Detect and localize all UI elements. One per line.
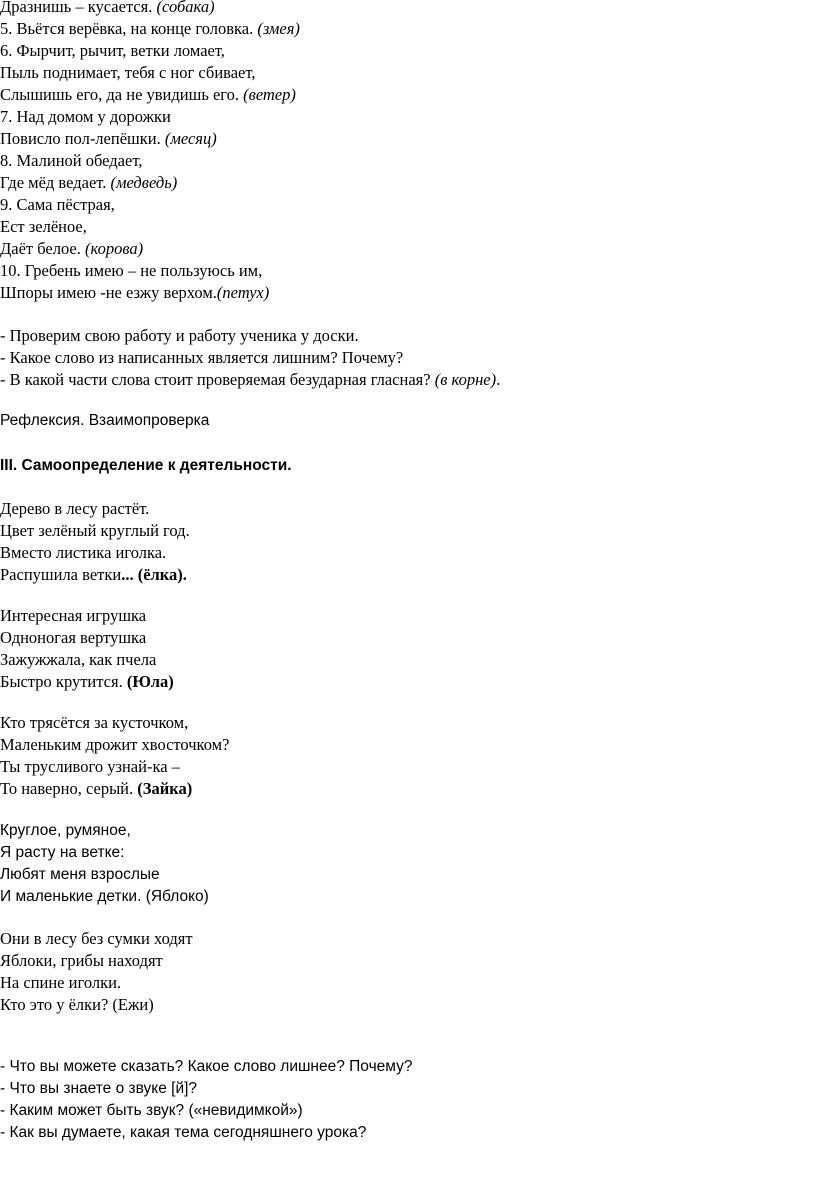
reflection-label: Рефлексия. Взаимопроверка [0, 412, 210, 429]
riddle-line: Ты трусливого узнай-ка – [0, 757, 180, 776]
riddle-line: 10. Гребень имею – не пользуюсь им, [0, 261, 263, 280]
question-line: - Что вы можете сказать? Какое слово лишнее? Почему? [0, 1058, 413, 1075]
riddle-line: Яблоки, грибы находят [0, 951, 163, 970]
riddle-line: 9. Сама пёстрая, [0, 195, 115, 214]
riddle-line: Кто это у ёлки? (Ежи) [0, 995, 154, 1014]
riddle-line: Шпоры имею -не езжу верхом.(петух) [0, 283, 270, 302]
question-line: - Проверим свою работу и работу ученика у доски. [0, 326, 359, 345]
riddle-line: Маленьким дрожит хвосточком? [0, 735, 230, 754]
riddle-line: 5. Вьётся верёвка, на конце головка. (змея) [0, 19, 300, 38]
riddle-line: 7. Над домом у дорожки [0, 107, 171, 126]
riddle-line: Одноногая вертушка [0, 628, 147, 647]
riddle-line: Любят меня взрослые [0, 866, 160, 883]
section-heading: III. Самоопределение к деятельности. [0, 457, 292, 474]
riddle-line: То наверно, серый. (Зайка) [0, 779, 193, 798]
riddle-line: Дразнишь – кусается. (собака) [0, 0, 215, 16]
question-line: - В какой части слова стоит проверяемая безударная гласная? (в корне). [0, 370, 501, 389]
riddle-line: Кто трясётся за кусточком, [0, 713, 189, 732]
riddle-line: Ест зелёное, [0, 217, 87, 236]
riddle-line: Даёт белое. (корова) [0, 239, 144, 258]
question-line: - Какое слово из написанных является лишним? Почему? [0, 348, 404, 367]
riddle-line: Вместо листика иголка. [0, 543, 167, 562]
question-line: - Что вы знаете о звуке [й]? [0, 1080, 198, 1097]
riddle-line: Где мёд ведает. (медведь) [0, 173, 178, 192]
question-line: - Каким может быть звук? («невидимкой») [0, 1102, 303, 1119]
riddle-line: Я расту на ветке: [0, 844, 125, 861]
riddle-line: Слышишь его, да не увидишь его. (ветер) [0, 85, 296, 104]
riddle-line: 6. Фырчит, рычит, ветки ломает, [0, 41, 225, 60]
riddle-line: Пыль поднимает, тебя с ног сбивает, [0, 63, 256, 82]
riddle-line: И маленькие детки. (Яблоко) [0, 888, 209, 905]
riddle-line: Цвет зелёный круглый год. [0, 521, 190, 540]
riddle-line: На спине иголки. [0, 973, 122, 992]
riddle-line: Зажужжала, как пчела [0, 650, 157, 669]
riddle-line: Распушила ветки... (ёлка). [0, 565, 187, 584]
question-line: - Как вы думаете, какая тема сегодняшнего урока? [0, 1124, 367, 1141]
riddle-line: Круглое, румяное, [0, 822, 131, 839]
riddle-line: Быстро крутится. (Юла) [0, 672, 174, 691]
riddle-line: Повисло пол-лепёшки. (месяц) [0, 129, 217, 148]
riddle-line: Дерево в лесу растёт. [0, 499, 150, 518]
riddle-line: Интересная игрушка [0, 606, 147, 625]
riddle-line: 8. Малиной обедает, [0, 151, 143, 170]
riddle-line: Они в лесу без сумки ходят [0, 929, 193, 948]
